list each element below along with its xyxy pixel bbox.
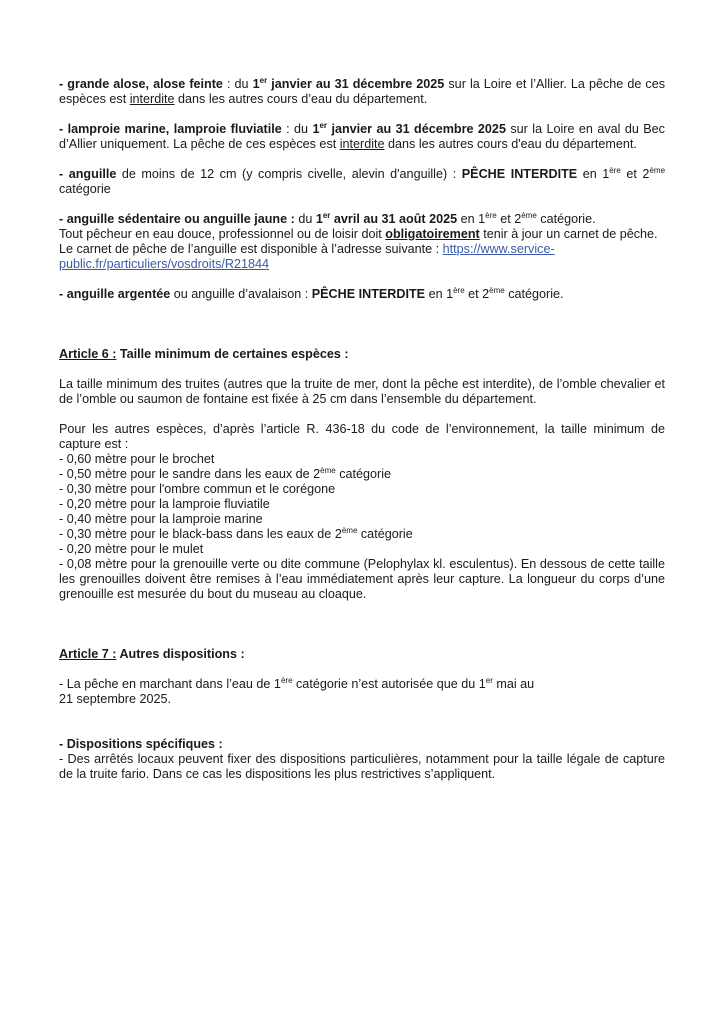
carnet-link-paragraph: Le carnet de pêche de l’anguille est disponible à l’adresse suivante : https://www.service-public.fr/particuliers/vosdroits/R21844 <box>59 242 555 271</box>
rule-lamproie: - lamproie marine, lamproie fluviatile : du 1er janvier au 31 décembre 2025 sur la Loire en aval du Bec d’Allier uniquement. La pêche de ces espèces est interdite dans les autres cours d'eau du département. <box>59 121 665 151</box>
rule-anguille-small: - anguille de moins de 12 cm (y compris civelle, alevin d'anguille) : PÊCHE INTERDITE en 1ère et 2ème catégorie <box>59 166 666 196</box>
size-item: - 0,20 mètre pour la lamproie fluviatile <box>59 497 270 511</box>
specific-provisions-text: - Des arrêtés locaux peuvent fixer des dispositions particulières, notamment pour la taille légale de capture de la truite fario. Dans ce cas les dispositions les plus restrictives s’appliquent. <box>59 752 665 781</box>
size-item: - 0,50 mètre pour le sandre dans les eaux de 2ème catégorie <box>59 466 392 481</box>
rule-anguille-jaune: - anguille sédentaire ou anguille jaune : du 1er avril au 31 août 2025 en 1ère et 2ème catégorie. <box>59 211 596 226</box>
article6-para1: La taille minimum des truites (autres que la truite de mer, dont la pêche est interdite), de l’omble chevalier et de l’omble ou saumon de fontaine est fixée à 25 cm dans l’ensemble du département. <box>59 377 665 406</box>
article6-para2: Pour les autres espèces, d’après l’article R. 436-18 du code de l’environnement, la taille minimum de capture est : <box>59 422 665 451</box>
size-item: - 0,40 mètre pour la lamproie marine <box>59 512 263 526</box>
size-item-grenouille: - 0,08 mètre pour la grenouille verte ou dite commune (Pelophylax kl. esculentus). En dessous de cette taille les grenouilles doivent être remises à l’eau immédiatement après leur capture. La longueur du corps d’une grenouille est mesurée du bout du museau au cloaque. <box>59 557 665 601</box>
article7-para1: - La pêche en marchant dans l’eau de 1ère catégorie n’est autorisée que du 1er mai au <box>59 676 535 691</box>
article6-heading: Article 6 : Taille minimum de certaines espèces : <box>59 347 349 361</box>
size-item: - 0,60 mètre pour le brochet <box>59 452 215 466</box>
article7-para1-end: 21 septembre 2025. <box>59 692 172 706</box>
specific-provisions-title: - Dispositions spécifiques : <box>59 737 223 751</box>
carnet-obligation: Tout pêcheur en eau douce, professionnel ou de loisir doit obligatoirement tenir à jour un carnet de pêche. <box>59 227 658 241</box>
article7-heading: Article 7 : Autres dispositions : <box>59 647 245 661</box>
size-item: - 0,20 mètre pour le mulet <box>59 542 204 556</box>
size-item: - 0,30 mètre pour le black-bass dans les eaux de 2ème catégorie <box>59 526 413 541</box>
rule-anguille-argentee: - anguille argentée ou anguille d’avalaison : PÊCHE INTERDITE en 1ère et 2ème catégorie. <box>59 286 564 301</box>
size-item: - 0,30 mètre pour l'ombre commun et le corégone <box>59 482 336 496</box>
carnet-link[interactable]: https://www.service-public.fr/particuliers/vosdroits/R21844 <box>59 242 555 271</box>
rule-alose: - grande alose, alose feinte : du 1er janvier au 31 décembre 2025 sur la Loire et l’Allier. La pêche de ces espèces est interdite dans les autres cours d’eau du département. <box>59 76 665 106</box>
document-page <box>59 77 665 782</box>
